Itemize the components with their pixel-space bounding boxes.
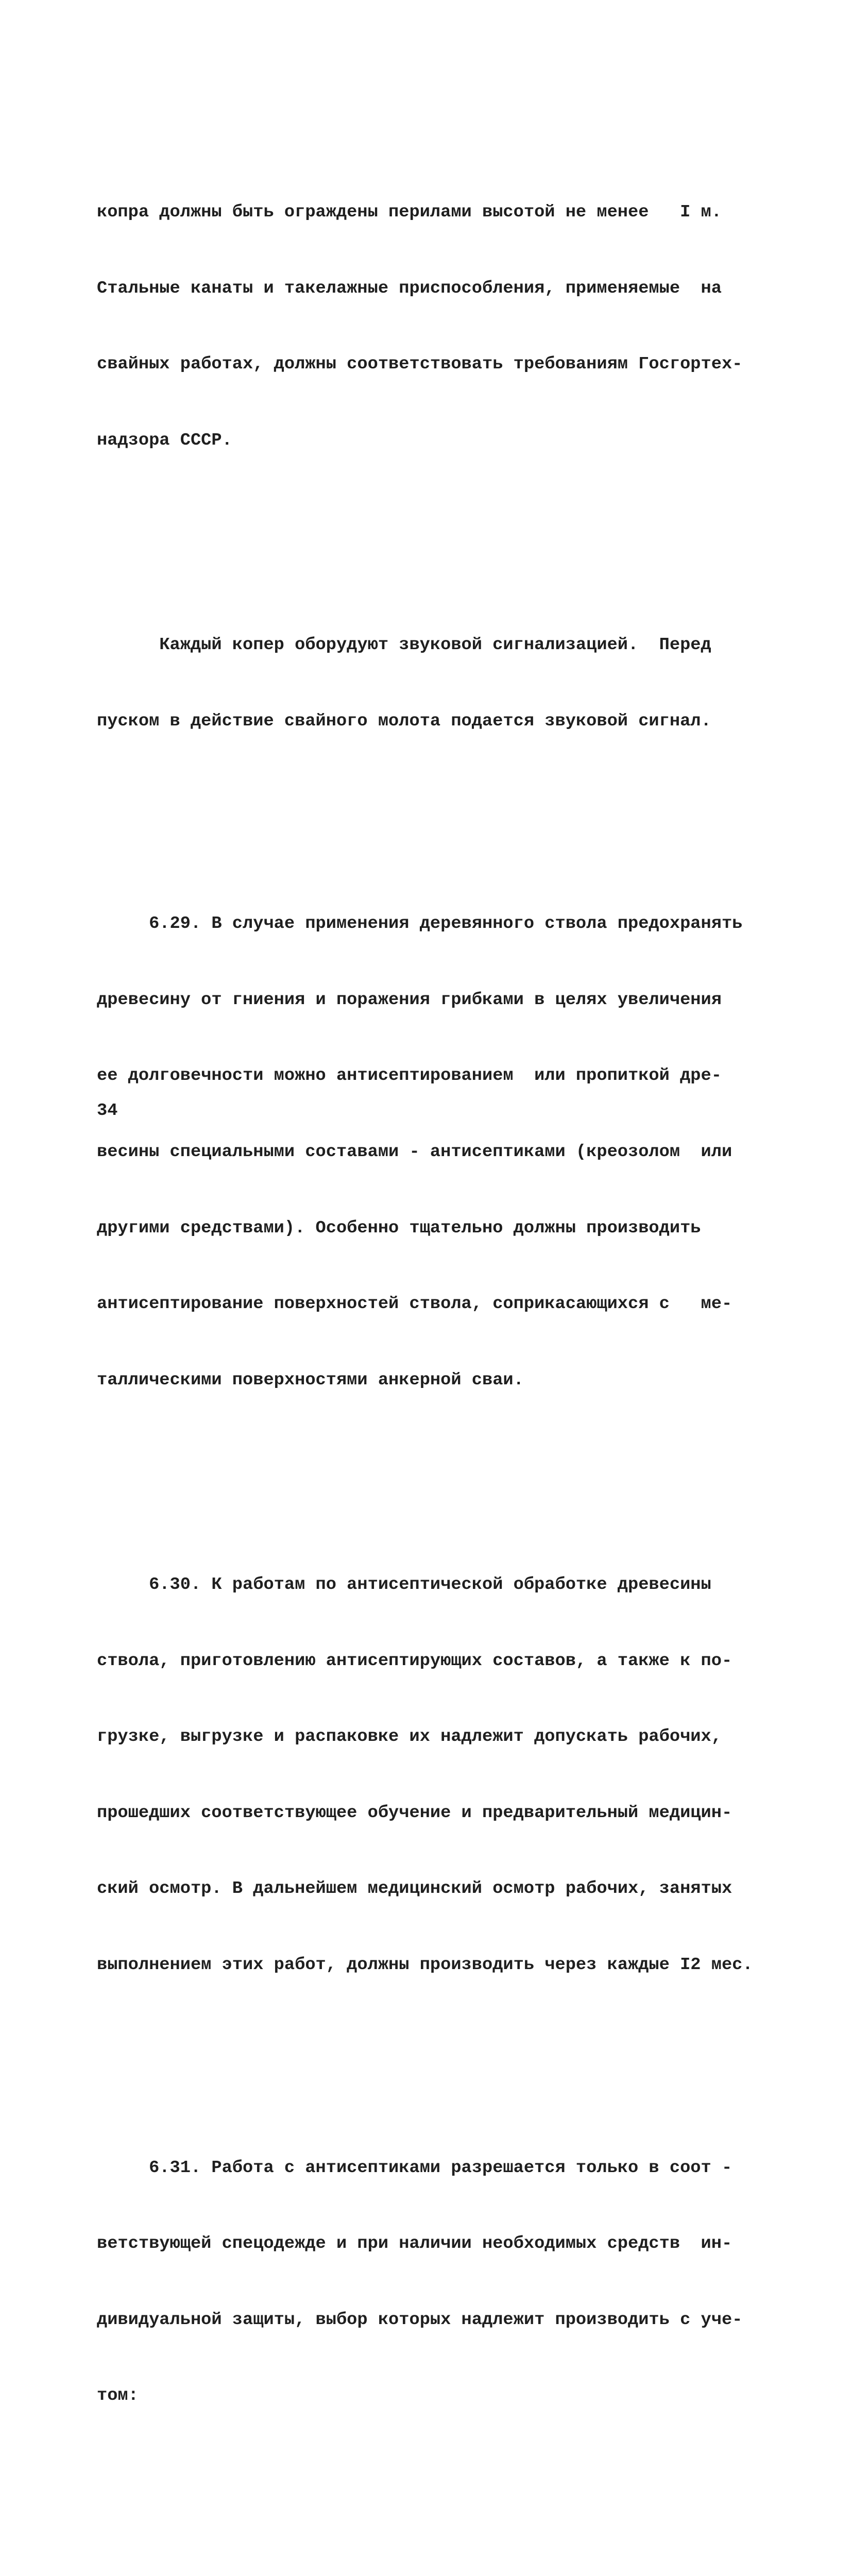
text-line: выполнением этих работ, должны производить через каждые I2 мес. (97, 1955, 753, 1975)
text-line: ствола, приготовлению антисептирующих составов, а также к по- (97, 1651, 732, 1671)
paragraph-6-30 (97, 1522, 828, 2029)
text-line: прошедших соответствующее обучение и предварительный медицин- (97, 1803, 732, 1823)
text-line: другими средствами). Особенно тщательно должны производить (97, 1218, 701, 1238)
paragraph-6-29 (97, 861, 828, 1444)
text-line: Стальные канаты и такелажные приспособления, применяемые на (97, 278, 722, 298)
text-line: таллическими поверхностями анкерной сваи. (97, 1370, 524, 1390)
list-item (97, 2537, 828, 2576)
text-line: ее долговечности можно антисептированием или пропиткой дре- (97, 1066, 722, 1086)
text-line: Каждый копер оборудуют звуковой сигнализацией. Перед (159, 635, 711, 655)
text-line: ветствующей спецодежде и при наличии необходимых средств ин- (97, 2234, 732, 2254)
text-line: 6.31. Работа с антисептиками разрешается только в соот - (149, 2158, 732, 2178)
text-line: грузке, выгрузке и распаковке их надлежит допускать рабочих, (97, 1727, 722, 1747)
text-line: пуском в действие свайного молота подается звуковой сигнал. (97, 711, 711, 731)
paragraph (97, 149, 828, 504)
text-line: надзора СССР. (97, 430, 232, 450)
paragraph (97, 582, 828, 785)
text-line: свайных работах, должны соответствовать требованиям Госгортех- (97, 354, 743, 375)
text-line: ский осмотр. В дальнейшем медицинский осмотр рабочих, занятых (97, 1879, 732, 1899)
text-line: 6.30. К работам по антисептической обработке древесины (149, 1574, 711, 1595)
paragraph-6-31 (97, 2105, 828, 2460)
document-body (97, 73, 828, 2576)
text-line: том: (97, 2386, 139, 2406)
text-line: 6.29. В случае применения деревянного ствола предохранять (149, 914, 743, 934)
page-number: 34 (97, 1101, 118, 1121)
text-line: дивидуальной защиты, выбор которых надлежит производить с уче- (97, 2310, 743, 2330)
text-line: копра должны быть ограждены перилами высотой не менее I м. (97, 202, 722, 223)
text-line: древесину от гниения и поражения грибками в целях увеличения (97, 990, 722, 1010)
text-line: антисептирование поверхностей ствола, соприкасающихся с ме- (97, 1294, 732, 1314)
text-line: весины специальными составами - антисептиками (креозолом или (97, 1142, 732, 1162)
